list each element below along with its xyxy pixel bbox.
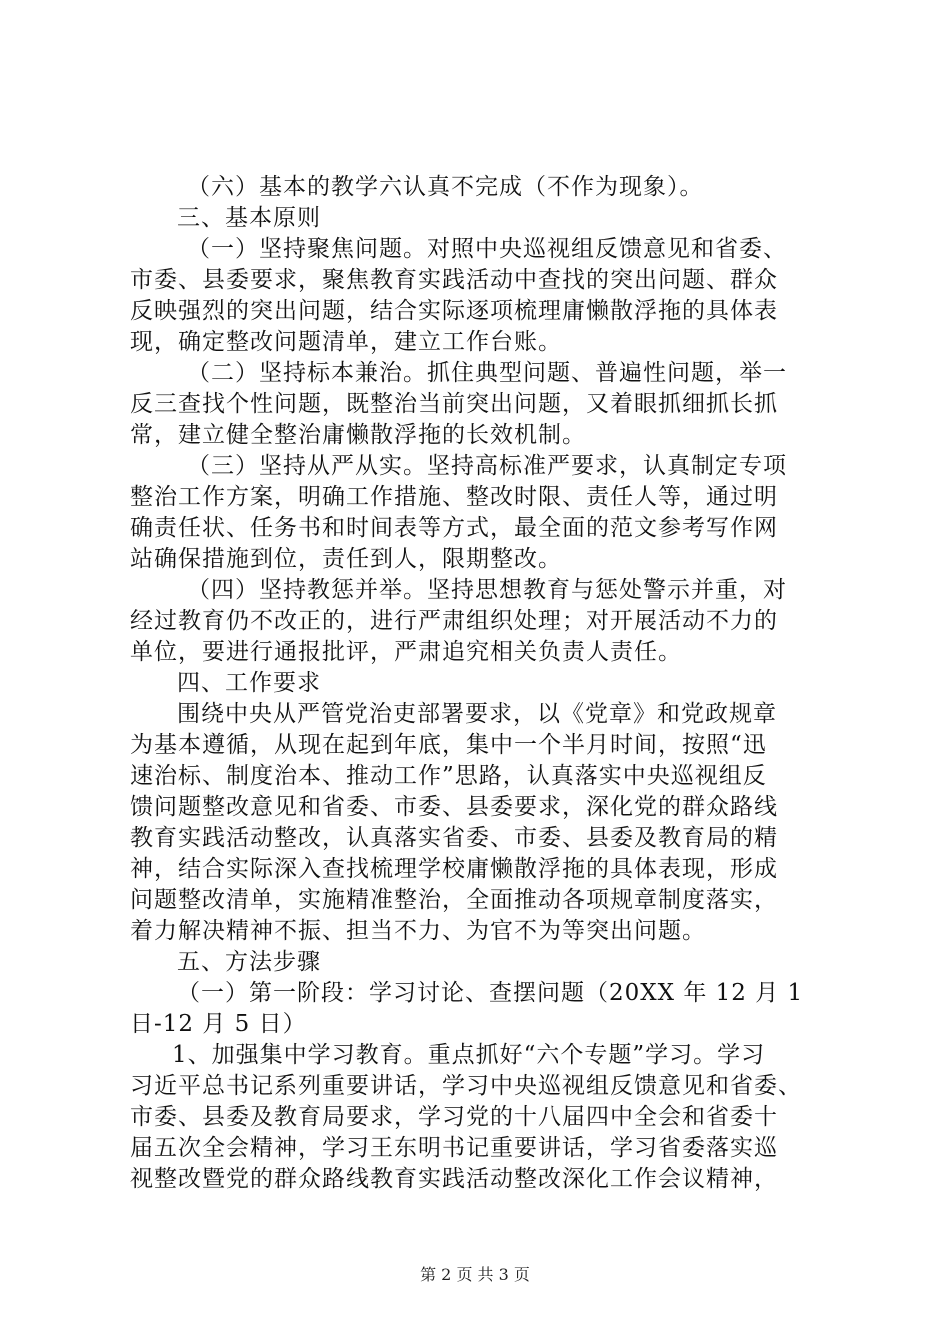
section-heading: 五、方法步骤 (177, 949, 321, 975)
text-line: 届五次全会精神，学习王东明书记重要讲话，学习省委落实巡 (130, 1135, 778, 1161)
text-line: 速治标、制度治本、推动工作”思路，认真落实中央巡视组反 (130, 763, 767, 789)
text-line: 确责任状、任务书和时间表等方式，最全面的范文参考写作网 (130, 515, 778, 541)
text-line: 馈问题整改意见和省委、市委、县委要求，深化党的群众路线 (130, 794, 778, 820)
text-line: 问题整改清单，实施精准整治，全面推动各项规章制度落实， (130, 887, 778, 913)
text-line: 1、加强集中学习教育。重点抓好“六个专题”学习。学习 (172, 1042, 766, 1068)
text-line: 围绕中央从严管党治吏部署要求，以《党章》和党政规章 (177, 701, 777, 727)
text-line: 单位，要进行通报批评，严肃追究相关负责人责任。 (130, 639, 682, 665)
section-heading: 四、工作要求 (177, 670, 321, 696)
text-line: 现，确定整改问题清单，建立工作台账。 (130, 329, 562, 355)
text-line: 反映强烈的突出问题，结合实际逐项梳理庸懒散浮拖的具体表 (130, 298, 778, 324)
text-line: （一）第一阶段：学习讨论、查摆问题（20XX 年 12 月 1 (177, 980, 804, 1006)
text-line: 市委、县委要求，聚焦教育实践活动中查找的突出问题、群众 (130, 267, 778, 293)
text-line: 着力解决精神不振、担当不力、为官不为等突出问题。 (130, 918, 706, 944)
text-line: 习近平总书记系列重要讲话，学习中央巡视组反馈意见和省委、 (130, 1073, 802, 1099)
text-line: 为基本遵循，从现在起到年底，集中一个半月时间，按照“迅 (130, 732, 767, 758)
text-line: 神，结合实际深入查找梳理学校庸懒散浮拖的具体表现，形成 (130, 856, 778, 882)
text-line: 站确保措施到位，责任到人，限期整改。 (130, 546, 562, 572)
text-line: （六）基本的教学六认真不完成（不作为现象）。 (187, 174, 704, 200)
text-line: 常，建立健全整治庸懒散浮拖的长效机制。 (130, 422, 586, 448)
text-line: 日-12 月 5 日） (130, 1011, 307, 1037)
text-line: 视整改暨党的群众路线教育实践活动整改深化工作会议精神， (130, 1166, 778, 1192)
text-line: 市委、县委及教育局要求，学习党的十八届四中全会和省委十 (130, 1104, 778, 1130)
text-line: 经过教育仍不改正的，进行严肃组织处理；对开展活动不力的 (130, 608, 778, 634)
text-line: （三）坚持从严从实。坚持高标准严要求，认真制定专项 (187, 453, 787, 479)
text-line: （四）坚持教惩并举。坚持思想教育与惩处警示并重，对 (187, 577, 787, 603)
text-line: 整治工作方案，明确工作措施、整改时限、责任人等，通过明 (130, 484, 778, 510)
section-heading: 三、基本原则 (177, 205, 321, 231)
page-number-footer: 第 2 页 共 3 页 (420, 1265, 530, 1284)
text-line: 教育实践活动整改，认真落实省委、市委、县委及教育局的精 (130, 825, 778, 851)
text-line: （一）坚持聚焦问题。对照中央巡视组反馈意见和省委、 (187, 236, 787, 262)
text-line: 反三查找个性问题，既整治当前突出问题，又着眼抓细抓长抓 (130, 391, 778, 417)
text-line: （二）坚持标本兼治。抓住典型问题、普遍性问题，举一 (187, 360, 787, 386)
document-body (130, 172, 830, 1195)
